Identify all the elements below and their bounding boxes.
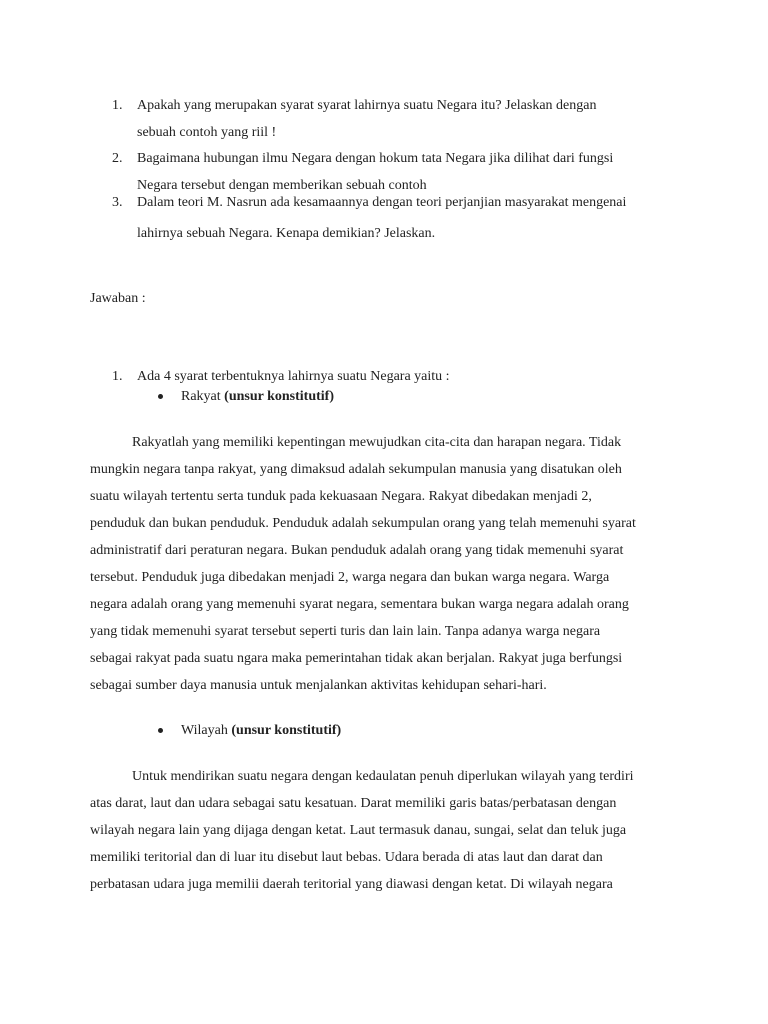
question-text-line: Apakah yang merupakan syarat syarat lahirnya suatu Negara itu? Jelaskan dengan xyxy=(137,98,597,113)
paragraph-line: memiliki teritorial dan di luar itu disebut laut bebas. Udara berada di atas laut dan darat dan xyxy=(90,850,603,865)
question-text-line: Dalam teori M. Nasrun ada kesamaannya dengan teori perjanjian masyarakat mengenai xyxy=(137,195,627,210)
bullet-item-rakyat xyxy=(158,388,334,406)
paragraph-line: penduduk dan bukan penduduk. Penduduk adalah sekumpulan orang yang telah memenuhi syarat xyxy=(90,516,636,531)
paragraph-line: mungkin negara tanpa rakyat, yang dimaksud adalah sekumpulan manusia yang disatukan oleh xyxy=(90,462,622,477)
paragraph-rakyat xyxy=(90,429,690,699)
list-number: 1. xyxy=(112,98,123,113)
paragraph-line: Untuk mendirikan suatu negara dengan kedaulatan penuh diperlukan wilayah yang terdiri xyxy=(90,769,634,784)
answer-item xyxy=(112,368,682,386)
paragraph-line: atas darat, laut dan udara sebagai satu kesatuan. Darat memiliki garis batas/perbatasan dengan xyxy=(90,796,617,811)
paragraph-line: yang tidak memenuhi syarat tersebut seperti turis dan lain lain. Tanpa adanya warga negara xyxy=(90,624,601,639)
question-text-line: Negara tersebut dengan memberikan sebuah contoh xyxy=(137,178,427,193)
bullet-icon xyxy=(158,394,163,399)
question-item xyxy=(112,92,682,145)
paragraph-line: administratif dari peraturan negara. Bukan penduduk adalah orang yang tidak memenuhi syarat xyxy=(90,543,624,558)
answer-list xyxy=(112,368,682,386)
list-number: 3. xyxy=(112,195,123,210)
bullet-icon xyxy=(158,728,163,733)
paragraph-line: tersebut. Penduduk juga dibedakan menjadi 2, warga negara dan bukan warga negara. Warga xyxy=(90,570,610,585)
paragraph-line: sebagai sumber daya manusia untuk menjalankan aktivitas kehidupan sehari-hari. xyxy=(90,678,547,693)
paragraph-line: negara adalah orang yang memenuhi syarat negara, sementara bukan warga negara adalah orang xyxy=(90,597,629,612)
bullet-label: Rakyat xyxy=(181,389,225,404)
bullet-label: Wilayah xyxy=(181,723,232,738)
paragraph-line: perbatasan udara juga memilii daerah teritorial yang diawasi dengan ketat. Di wilayah negara xyxy=(90,877,613,892)
answer-heading: Jawaban : xyxy=(90,291,146,306)
paragraph-wilayah xyxy=(90,763,690,898)
bullet-item-wilayah xyxy=(158,722,341,740)
paragraph-line: suatu wilayah tertentu serta tunduk pada kekuasaan Negara. Rakyat dibedakan menjadi 2, xyxy=(90,489,592,504)
paragraph-line: wilayah negara lain yang dijaga dengan ketat. Laut termasuk danau, sungai, selat dan teluk juga xyxy=(90,823,627,838)
bullet-bold-label: (unsur konstitutif) xyxy=(231,723,342,738)
bullet-bold-label: (unsur konstitutif) xyxy=(224,389,334,404)
question-text-line: Bagaimana hubungan ilmu Negara dengan hokum tata Negara jika dilihat dari fungsi xyxy=(137,151,614,166)
paragraph-line: sebagai rakyat pada suatu ngara maka pemerintahan tidak akan berjalan. Rakyat juga berfungsi xyxy=(90,651,623,666)
question-text-line: sebuah contoh yang riil ! xyxy=(137,125,277,140)
question-item xyxy=(112,145,682,193)
question-item xyxy=(112,189,682,239)
paragraph-line: Rakyatlah yang memiliki kepentingan mewujudkan cita-cita dan harapan negara. Tidak xyxy=(90,435,622,450)
question-list xyxy=(112,92,682,239)
answer-text: Ada 4 syarat terbentuknya lahirnya suatu Negara yaitu : xyxy=(137,369,450,384)
list-number: 2. xyxy=(112,151,123,166)
question-text-line: lahirnya sebuah Negara. Kenapa demikian? Jelaskan. xyxy=(137,226,436,241)
list-number: 1. xyxy=(112,369,123,384)
